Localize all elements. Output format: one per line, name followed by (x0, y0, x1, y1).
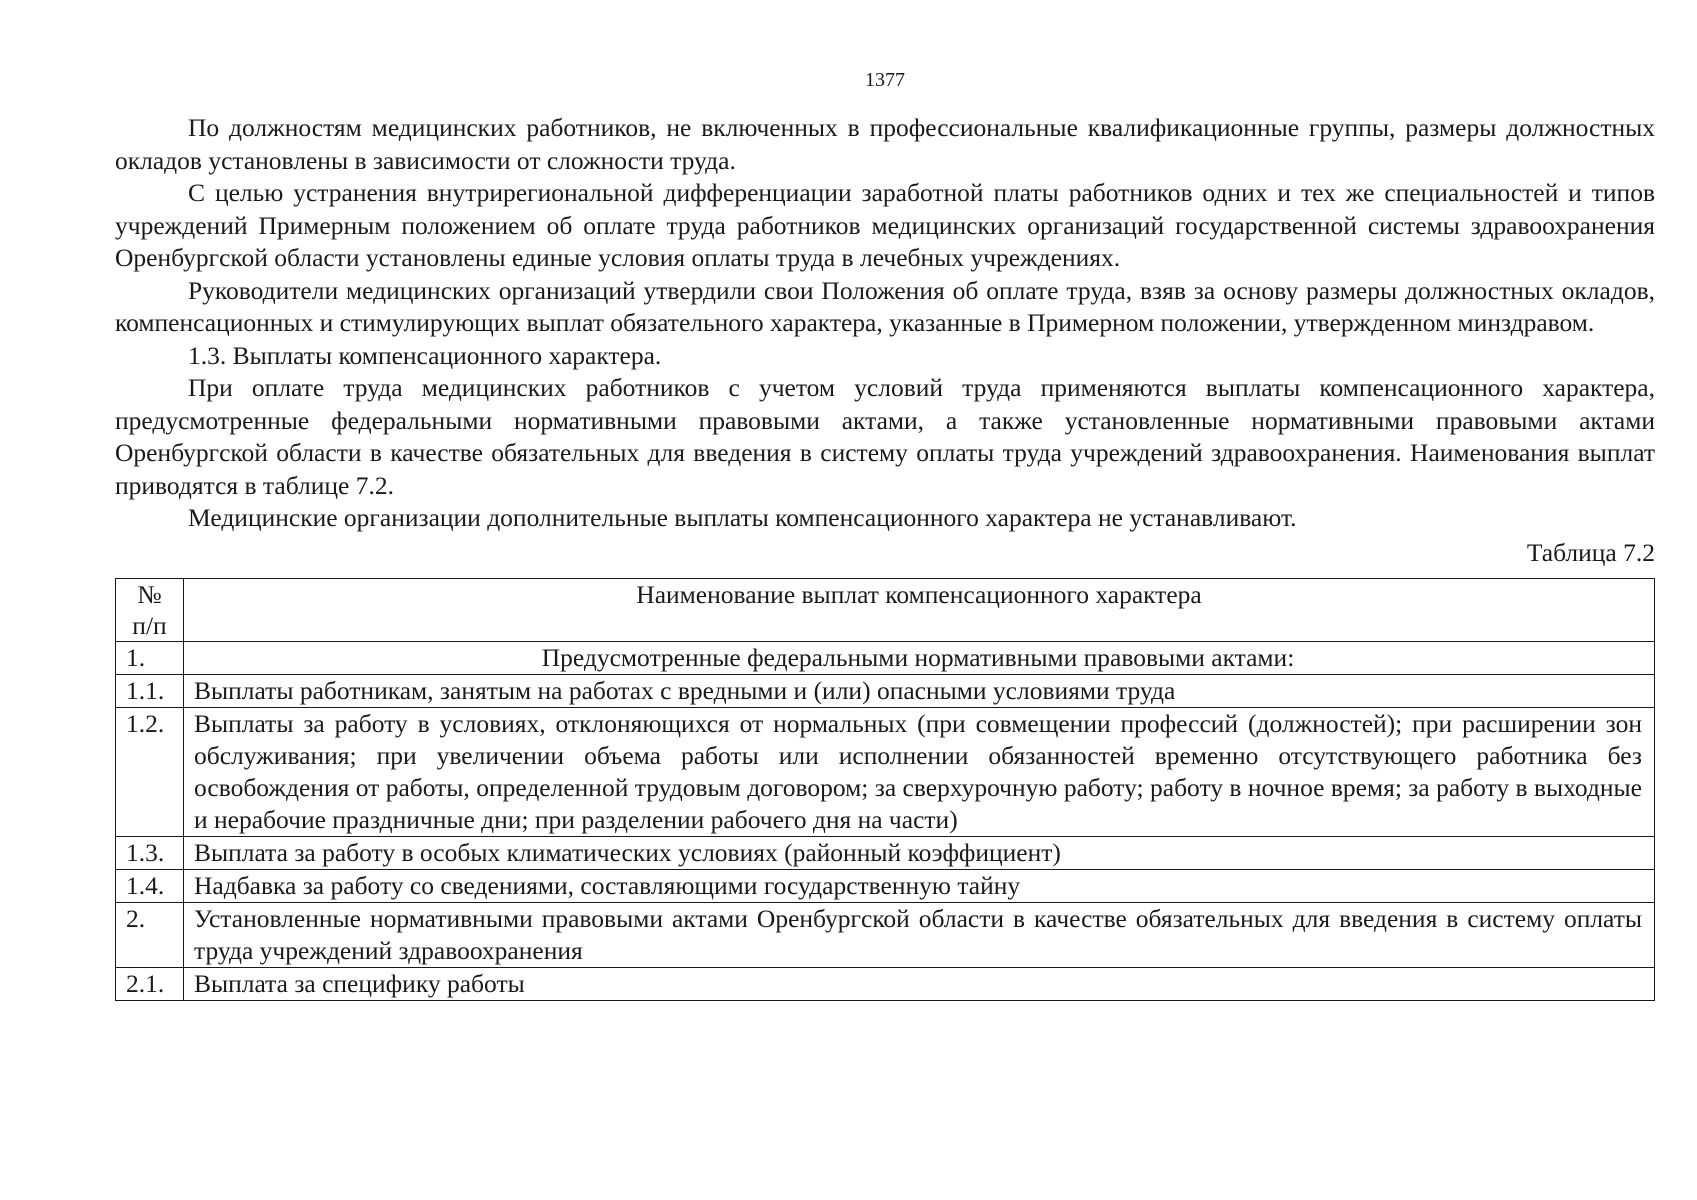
paragraph-no-additional-payments: Медицинские организации дополнительные выплаты компенсационного характера не устанавливают. (188, 503, 1297, 532)
section-heading-compensation: 1.3. Выплаты компенсационного характера. (188, 340, 662, 370)
row-text: Выплата за работу в особых климатических условиях (районный коэффициент) (184, 837, 1655, 870)
row-number: 2. (116, 903, 184, 968)
document-page (115, 68, 1655, 1001)
paragraph-compensation-payments: При оплате труда медицинских работников с учетом условий труда применяются выплаты компенсационного характера, предусмотренные федеральными нормативными правовыми актами, а также установленные нормативными правовыми актами Оренбургской области в качестве обязательных для введения в систему оплаты труда учреждений здравоохранения. Наименования выплат приводятся в таблице 7.2. (115, 373, 1655, 500)
header-number-label: № п/п (132, 580, 167, 640)
paragraph-organization-regulations: Руководители медицинских организаций утвердили свои Положения об оплате труда, взяв за основу размеры должностных окладов, компенсационных и стимулирующих выплат обязательного характера, указанные в Примерном положении, утвержденном минздравом. (115, 275, 1655, 337)
table-row (116, 968, 1655, 1001)
table-row (116, 708, 1655, 837)
row-number: 1. (116, 642, 184, 675)
row-text: Выплаты за работу в условиях, отклоняющихся от нормальных (при совмещении профессий (должностей); при расширении зон обслуживания; при увеличении объема работы или исполнении обязанностей временно отсутствующего работника без освобождения от работы, определенной трудовым договором; за сверхурочную работу; работу в ночное время; за работу в выходные и нерабочие праздничные дни; при разделении рабочего дня на части) (184, 708, 1655, 837)
table-row (116, 837, 1655, 870)
row-text: Выплата за специфику работы (184, 968, 1655, 1001)
table-row (116, 675, 1655, 708)
row-number: 1.4. (116, 870, 184, 903)
table-row (116, 642, 1655, 675)
paragraph-uniform-conditions: С целью устранения внутрирегиональной дифференциации заработной платы работников одних и тех же специальностей и типов учреждений Примерным положением об оплате труда работников медицинских организаций государственной системы здравоохранения Оренбургской области установлены единые условия оплаты труда в лечебных учреждениях. (115, 178, 1655, 272)
row-text: Установленные нормативными правовыми актами Оренбургской области в качестве обязательных для введения в систему оплаты труда учреждений здравоохранения (184, 903, 1655, 968)
row-number: 1.2. (116, 708, 184, 837)
row-number: 2.1. (116, 968, 184, 1001)
table-row (116, 870, 1655, 903)
header-number (116, 579, 184, 642)
header-name: Наименование выплат компенсационного характера (184, 579, 1655, 642)
page-number: 1377 (865, 69, 905, 91)
paragraph-salary-scales: По должностям медицинских работников, не включенных в профессиональные квалификационные группы, размеры должностных окладов установлены в зависимости от сложности труда. (115, 113, 1655, 175)
row-text: Надбавка за работу со сведениями, составляющими государственную тайну (184, 870, 1655, 903)
compensation-payments-table (115, 578, 1655, 1001)
row-number: 1.3. (116, 837, 184, 870)
row-text: Выплаты работникам, занятым на работах с вредными и (или) опасными условиями труда (184, 675, 1655, 708)
table-row (116, 903, 1655, 968)
row-text: Предусмотренные федеральными нормативными правовыми актами: (184, 642, 1655, 675)
table-header-row (116, 579, 1655, 642)
table-caption: Таблица 7.2 (1526, 537, 1655, 567)
row-number: 1.1. (116, 675, 184, 708)
